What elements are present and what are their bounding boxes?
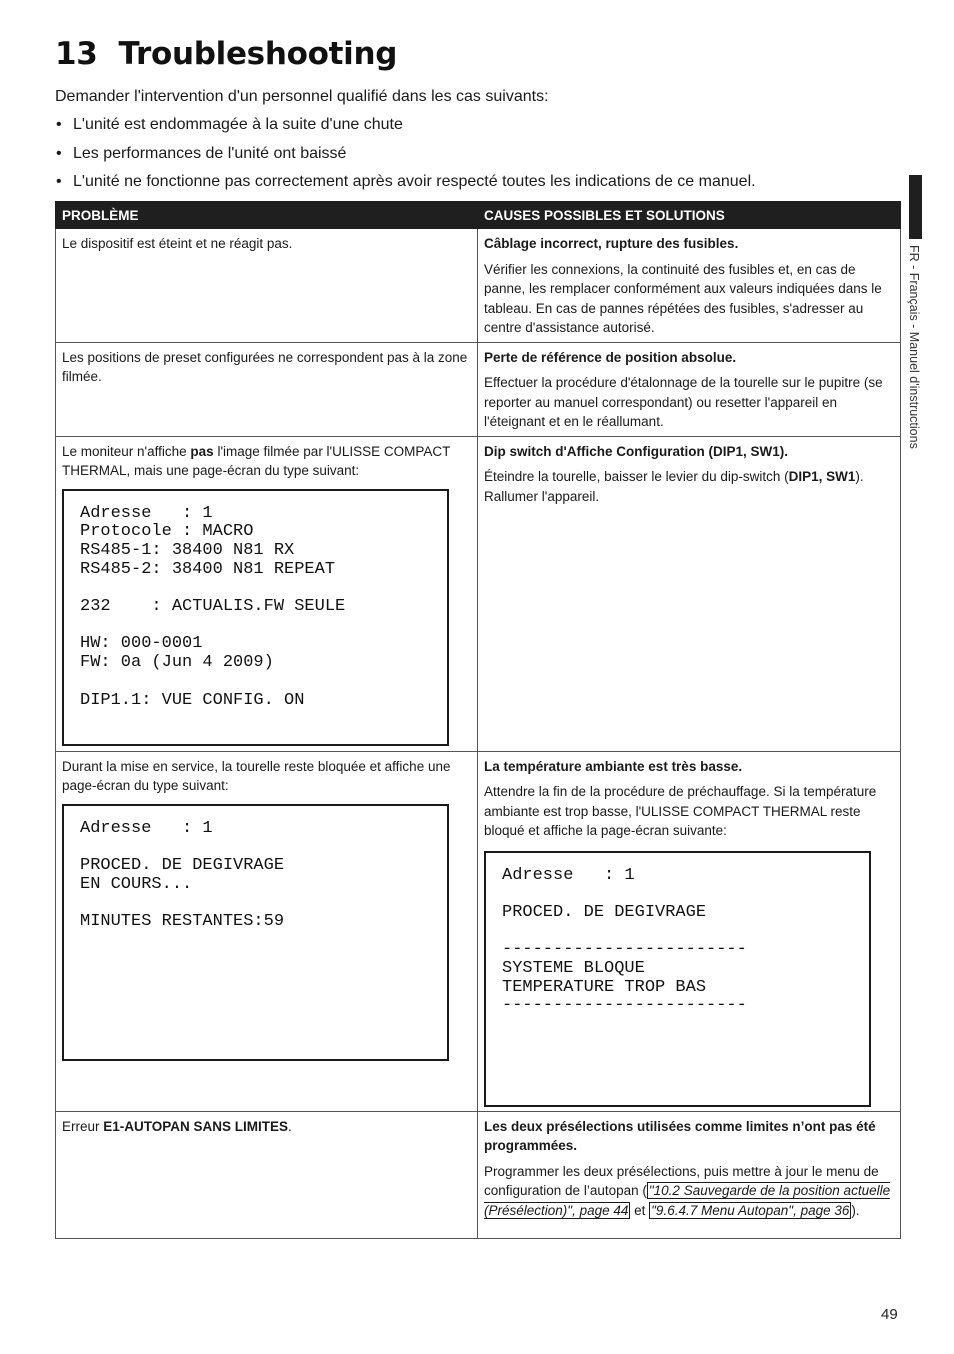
monitor-screen-blocked: Adresse : 1 PROCED. DE DEGIVRAGE ------------------------ SYSTEME BLOQUE TEMPERATURE TROP BAS ------------------------ <box>484 851 871 1107</box>
intro-text: Demander l'intervention d'un personnel qualifié dans les cas suivants: <box>55 88 549 105</box>
solution-cell <box>478 229 901 343</box>
problem-text <box>62 442 471 481</box>
problem-cell <box>56 1111 478 1238</box>
list-item <box>55 144 756 173</box>
solution-text: Vérifier les connexions, la continuité des fusibles et, en cas de panne, les remplacer conformément aux valeurs indiquées dans le tableau. En cas de pannes répétées des fusibles, s'adresser au centre d'assistance autorisé. <box>484 261 882 335</box>
bullet-icon: • <box>56 116 62 133</box>
list-item <box>55 115 756 144</box>
solution-text-part: et <box>630 1202 650 1218</box>
problem-cell <box>56 751 478 1111</box>
chapter-number: 13 <box>55 36 98 72</box>
column-header-causes: CAUSES POSSIBLES ET SOLUTIONS <box>478 202 901 229</box>
bullet-icon: • <box>56 144 62 162</box>
solution-emphasis: DIP1, SW1 <box>788 469 856 484</box>
chapter-title: Troubleshooting <box>118 36 398 72</box>
problem-text-part: Le moniteur n'affiche <box>62 443 191 459</box>
problem-cell <box>56 229 478 343</box>
problem-emphasis: pas <box>190 443 214 459</box>
solution-cell <box>478 751 901 1111</box>
solution-text <box>484 1162 894 1221</box>
table-row <box>56 342 901 436</box>
column-header-problem: PROBLÈME <box>56 202 478 229</box>
cause-title: Câblage incorrect, rupture des fusibles. <box>484 236 739 251</box>
problem-text: Le dispositif est éteint et ne réagit pas. <box>62 236 293 251</box>
solution-text-part: Éteindre la tourelle, baisser le levier du dip-switch ( <box>484 469 789 484</box>
problem-cell <box>56 342 478 436</box>
solution-text <box>484 467 894 506</box>
solution-text-part: ). <box>851 1202 860 1218</box>
cross-reference-link-presets[interactable]: "10.2 Sauvegarde de la position actuelle (Présélection)", page 44 <box>484 1183 891 1218</box>
table-row <box>56 229 901 343</box>
troubleshooting-table <box>55 201 901 1239</box>
table-row <box>56 1111 901 1238</box>
cause-title: La température ambiante est très basse. <box>484 758 743 774</box>
table-row <box>56 436 901 751</box>
solution-cell <box>478 1111 901 1238</box>
solution-cell <box>478 342 901 436</box>
problem-emphasis: E1-AUTOPAN SANS LIMITES <box>103 1118 289 1134</box>
problem-text-part: . <box>288 1118 292 1134</box>
solution-text: Attendre la fin de la procédure de préchauffage. Si la température ambiante est trop basse, l'ULISSE COMPACT THERMAL reste bloqué et affiche la page-écran suivante: <box>484 784 877 838</box>
bullet-icon: • <box>56 173 62 190</box>
problem-cell <box>56 436 478 751</box>
problem-text: Durant la mise en service, la tourelle reste bloquée et affiche une page-écran du type suivant: <box>62 758 451 793</box>
solution-text-part: ). Rallumer l'appareil. <box>484 469 864 504</box>
side-tab-label: FR - Français - Manuel d'instructions <box>907 245 921 449</box>
solution-text-part: Programmer les deux présélections, puis mettre à jour le menu de configuration de l’autopan ( <box>484 1163 879 1198</box>
cause-title: Dip switch d'Affiche Configuration (DIP1, SW1). <box>484 443 788 459</box>
table-row <box>56 751 901 1111</box>
table-header-row <box>56 202 901 229</box>
monitor-screen-deicing: Adresse : 1 PROCED. DE DEGIVRAGE EN COURS... MINUTES RESTANTES:59 <box>62 804 449 1061</box>
solution-cell <box>478 436 901 751</box>
solution-text: Effectuer la procédure d'étalonnage de la tourelle sur le pupitre (se reporter au manuel correspondant) ou resetter l'appareil en l'éteignant et en le réallumant. <box>484 375 883 429</box>
cause-title: Perte de référence de position absolue. <box>484 349 737 365</box>
list-item-text: Les performances de l'unité ont baissé <box>73 144 347 162</box>
problem-text-part: l'image filmée par l'ULISSE COMPACT THERMAL, mais une page-écran du type suivant: <box>62 443 451 478</box>
cause-title: Les deux présélections utilisées comme limites n’ont pas été programmées. <box>484 1118 876 1153</box>
list-item <box>55 172 756 201</box>
problem-text-part: Erreur <box>62 1118 104 1134</box>
monitor-screen-config: Adresse : 1 Protocole : MACRO RS485-1: 38400 N81 RX RS485-2: 38400 N81 REPEAT 232 : ACTUALIS.FW SEULE HW: 000-0001 FW: 0a (Jun 4 2009) DIP1.1: VUE CONFIG. ON <box>62 489 449 746</box>
cross-reference-link-autopan[interactable]: "9.6.4.7 Menu Autopan", page 36 <box>651 1202 850 1218</box>
list-item-text: L'unité est endommagée à la suite d'une chute <box>73 116 403 133</box>
side-tab-marker <box>909 175 922 239</box>
problem-text <box>62 1117 471 1137</box>
list-item-text: L'unité ne fonctionne pas correctement après avoir respecté toutes les indications de ce manuel. <box>73 173 756 190</box>
problem-text: Les positions de preset configurées ne correspondent pas à la zone filmée. <box>62 349 468 384</box>
bullet-list <box>55 115 756 201</box>
page-title <box>55 36 397 72</box>
page-number: 49 <box>881 1306 898 1323</box>
